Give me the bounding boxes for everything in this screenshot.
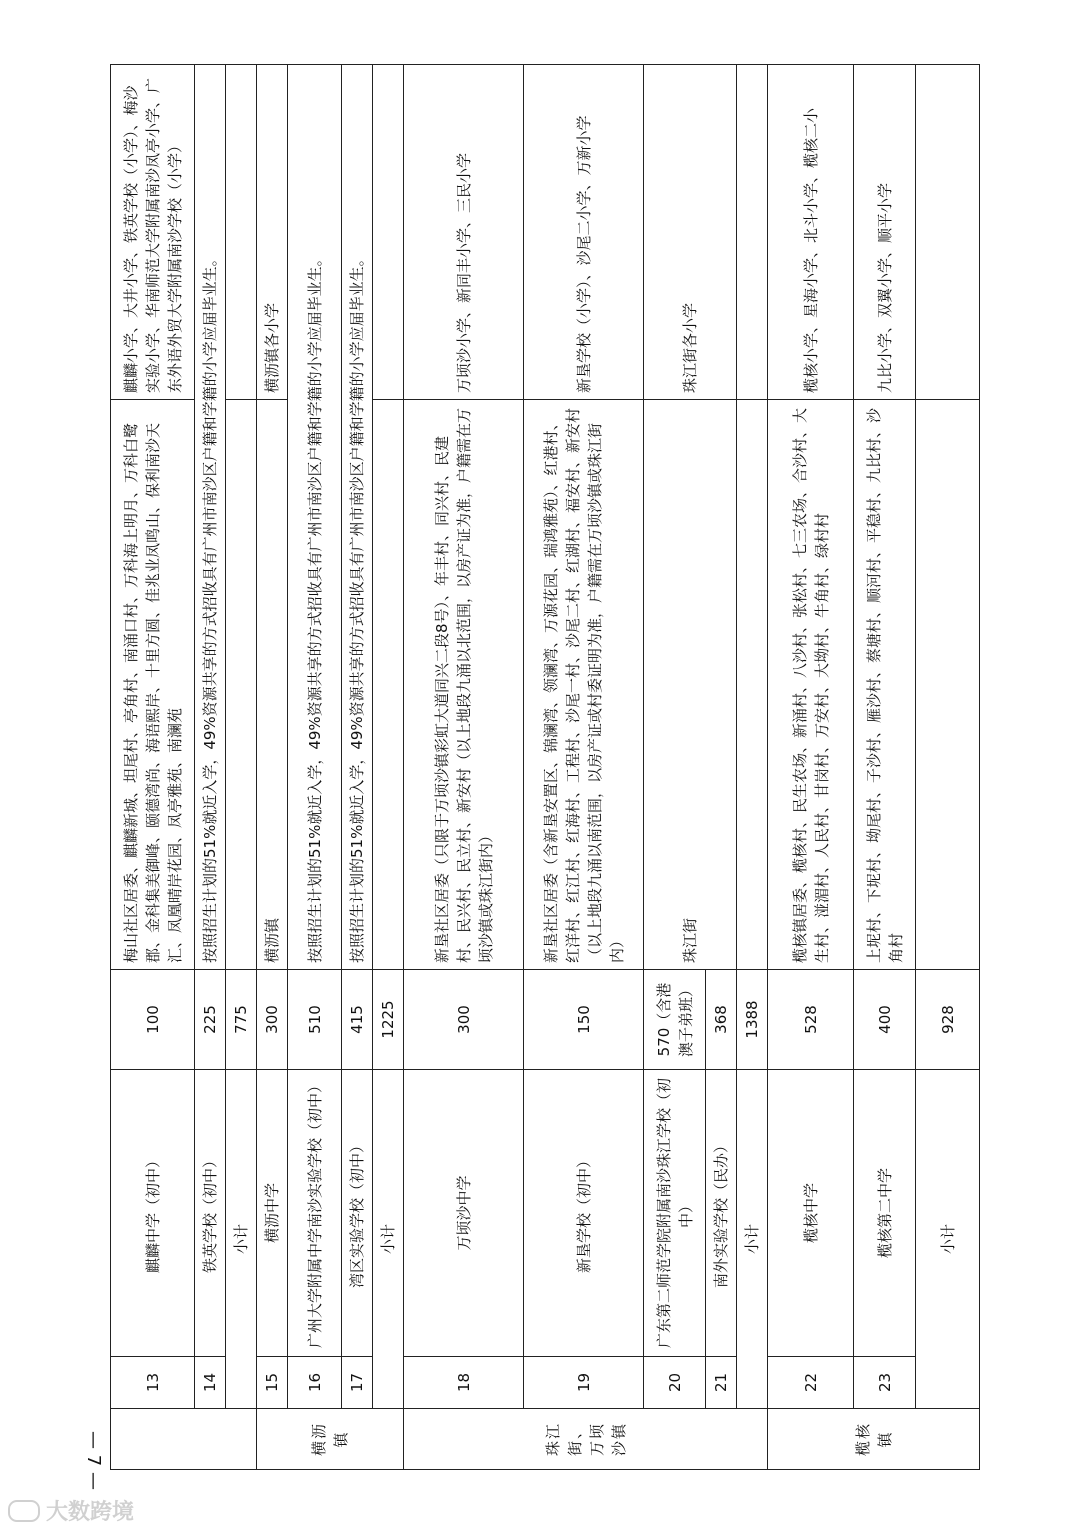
catchment-area: 上坭村、下坭村、坳尾村、子沙村、雁沙村、蔡塘村、顺河村、平稳村、九比村、沙角村 [854, 400, 916, 970]
row-number: 13 [111, 1357, 195, 1409]
enrollment-quota: 528 [768, 970, 854, 1070]
empty-cell [373, 65, 404, 400]
town-cell: 榄核镇 [768, 1409, 980, 1470]
empty-cell [737, 65, 768, 400]
school-name: 榄核中学 [768, 1070, 854, 1357]
feeder-primary-schools: 麒麟小学、大井小学、铁英学校（小学）、梅沙实验小学、华南师范大学附属南沙凤亭小学、广东外语外贸大学附属南沙学校（小学） [111, 65, 195, 400]
catchment-area: 新垦社区居委（含新垦安置区、锦澜湾、领澜湾、万源花园、瑞鸿雅苑）、红港村、红洋村、红江村、红海村、工程村、沙尾一村、沙尾二村、红湖村、福安村、新安村（以上地段九涌以南范围，以房产证或村委证明为准，户籍需在万顷沙镇或珠江街内） [524, 400, 644, 970]
subtotal-quota: 928 [916, 970, 980, 1070]
row-number: 18 [404, 1357, 524, 1409]
page-number-text: — 7 — [82, 1430, 104, 1490]
enrollment-quota: 150 [524, 970, 644, 1070]
row-number: 23 [854, 1357, 916, 1409]
row-number: 17 [342, 1357, 373, 1409]
empty-cell [226, 65, 257, 400]
subtotal-row [226, 65, 257, 1470]
empty-cell [916, 400, 980, 970]
enrollment-quota: 400 [854, 970, 916, 1070]
school-name: 榄核第二中学 [854, 1070, 916, 1357]
subtotal-label: 小计 [737, 1070, 768, 1409]
watermark [8, 1495, 134, 1526]
enrollment-table [110, 64, 980, 1470]
enrollment-quota: 510 [288, 970, 342, 1070]
rotated-page [110, 65, 980, 1470]
row-number: 21 [706, 1357, 737, 1409]
town-cell: 珠江街、万顷沙镇 [404, 1409, 768, 1470]
table-row [257, 65, 288, 1470]
school-name: 麒麟中学（初中） [111, 1070, 195, 1357]
enrollment-quota: 300 [404, 970, 524, 1070]
school-name: 新垦学校（初中） [524, 1070, 644, 1357]
feeder-primary-schools: 横沥镇各小学 [257, 65, 288, 400]
feeder-primary-schools: 榄核小学、星海小学、北斗小学、榄核二小 [768, 65, 854, 400]
school-name: 广东第二师范学院附属南沙珠江学校（初中） [644, 1070, 706, 1357]
empty-cell [737, 400, 768, 970]
enrollment-quota: 100 [111, 970, 195, 1070]
subtotal-label: 小计 [226, 1070, 257, 1409]
subtotal-label: 小计 [916, 1070, 980, 1409]
admission-policy: 按照招生计划的51%就近入学，49%资源共享的方式招收具有广州市南沙区户籍和学籍的小学应届毕业生。 [195, 65, 226, 970]
empty-cell [226, 400, 257, 970]
table-row [404, 65, 524, 1470]
enrollment-quota: 225 [195, 970, 226, 1070]
row-number: 16 [288, 1357, 342, 1409]
admission-policy: 按照招生计划的51%就近入学，49%资源共享的方式招收具有广州市南沙区户籍和学籍的小学应届毕业生。 [288, 65, 342, 970]
subtotal-quota: 1388 [737, 970, 768, 1070]
town-cell: 横沥镇 [257, 1409, 404, 1470]
school-name: 万顷沙中学 [404, 1070, 524, 1357]
catchment-area: 横沥镇 [257, 400, 288, 970]
empty-cell [373, 400, 404, 970]
school-name: 横沥中学 [257, 1070, 288, 1357]
enrollment-quota: 368 [706, 970, 737, 1070]
enrollment-quota: 300 [257, 970, 288, 1070]
row-number: 20 [644, 1357, 706, 1409]
catchment-area: 新垦社区居委（只限于万顷沙镇彩虹大道同兴二段8号）、年丰村、同兴村、民建村、民兴村、民立村、新安村（以上地段九涌以北范围，以房产证为准，户籍需在万顷沙镇或珠江街内） [404, 400, 524, 970]
row-number: 19 [524, 1357, 644, 1409]
table-row [768, 65, 854, 1470]
catchment-area: 珠江街 [644, 400, 737, 970]
empty-cell [916, 65, 980, 400]
table-row [342, 65, 373, 1470]
subtotal-row [737, 65, 768, 1470]
subtotal-row [373, 65, 404, 1470]
feeder-primary-schools: 万顷沙小学、新同丰小学、三民小学 [404, 65, 524, 400]
table-row [524, 65, 644, 1470]
school-name: 南外实验学校（民办） [706, 1070, 737, 1357]
feeder-primary-schools: 珠江街各小学 [644, 65, 737, 400]
school-name: 湾区实验学校（初中） [342, 1070, 373, 1357]
table-row [111, 65, 195, 1470]
table-row [288, 65, 342, 1470]
row-number: 15 [257, 1357, 288, 1409]
table-row [644, 65, 706, 1470]
school-name: 铁英学校（初中） [195, 1070, 226, 1357]
row-number: 22 [768, 1357, 854, 1409]
enrollment-quota: 570（含港澳子弟班） [644, 970, 706, 1070]
row-number: 14 [195, 1357, 226, 1409]
table-row [195, 65, 226, 1470]
feeder-primary-schools: 新垦学校（小学）、沙尾二小学、万新小学 [524, 65, 644, 400]
watermark-logo-icon [8, 1500, 40, 1522]
town-cell-blank [111, 1409, 257, 1470]
subtotal-quota: 1225 [373, 970, 404, 1070]
feeder-primary-schools: 九比小学、双翼小学、顺平小学 [854, 65, 916, 400]
catchment-area: 榄核镇居委、榄核村、民生农场、新涌村、八沙村、张松村、七三农场、合沙村、大生村、湴湄村、人民村、甘岗村、万安村、大坳村、牛角村、绿村村 [768, 400, 854, 970]
school-name: 广州大学附属中学南沙实验学校（初中） [288, 1070, 342, 1357]
catchment-area: 梅山社区居委、麒麟新城、坦尾村、亭角村、南涌口村、万科海上明月、万科白鹭郡、金科集美御峰、颐德湾尚、海语熙岸、十里方圆、佳兆业凤鸣山、保利南沙天汇、凤凰晴岸花园、凤亭雅苑、南澜苑 [111, 400, 195, 970]
watermark-text: 大数跨境 [46, 1500, 135, 1525]
subtotal-row [916, 65, 980, 1470]
subtotal-label: 小计 [373, 1070, 404, 1409]
subtotal-quota: 775 [226, 970, 257, 1070]
admission-policy: 按照招生计划的51%就近入学，49%资源共享的方式招收具有广州市南沙区户籍和学籍的小学应届毕业生。 [342, 65, 373, 970]
enrollment-quota: 415 [342, 970, 373, 1070]
table-row [854, 65, 916, 1470]
